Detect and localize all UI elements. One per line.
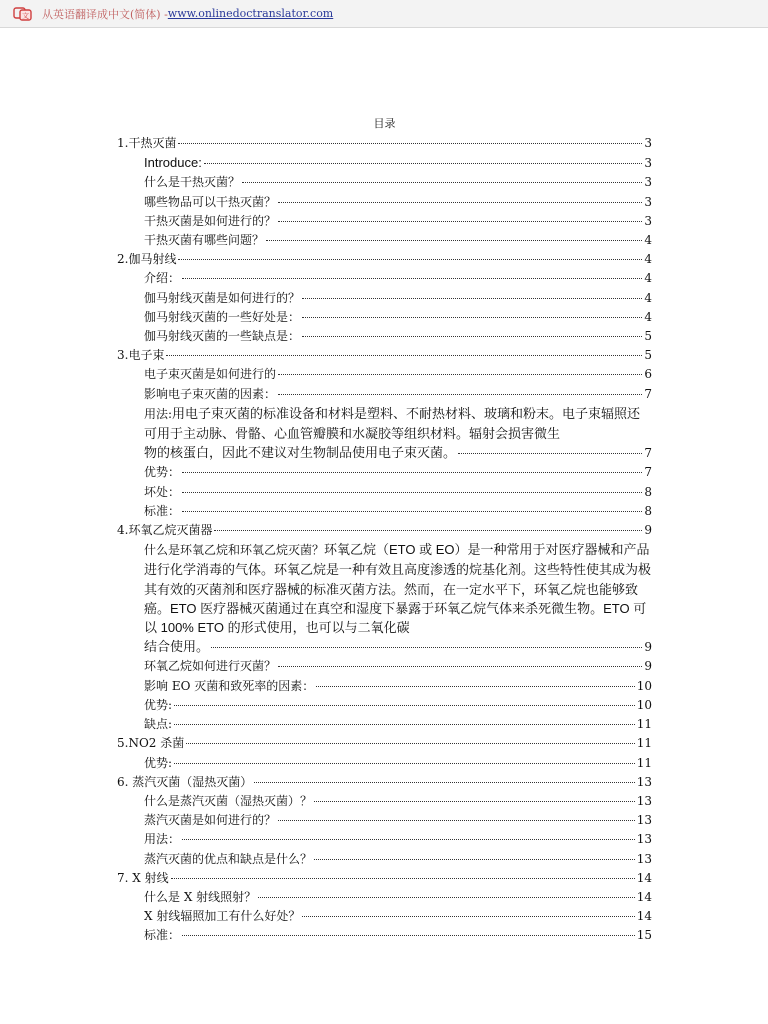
toc-entry-label: 3.电子束 — [117, 348, 165, 363]
toc-entry-label: 6. 蒸汽灭菌（湿热灭菌） — [117, 774, 253, 789]
toc-page-number: 3 — [644, 213, 652, 228]
toc-entry-chapter[interactable] — [117, 134, 652, 153]
toc-entry-label: 伽马射线灭菌是如何进行的？ — [144, 290, 301, 305]
toc-entry[interactable] — [117, 153, 652, 173]
toc-entry[interactable] — [117, 289, 652, 308]
toc-entry-label: 蒸汽灭菌是如何进行的？ — [144, 813, 277, 828]
toc-entry-label: 什么是干热灭菌？ — [144, 175, 241, 190]
toc-leader — [182, 472, 642, 473]
toc-leader — [182, 839, 635, 840]
toc-entry-label: 优势： — [144, 465, 181, 480]
toc-entry[interactable] — [117, 754, 652, 773]
toc-entry-label: 优势: — [144, 755, 173, 770]
toc-entry[interactable] — [117, 907, 652, 926]
toc-page-number: 9 — [644, 640, 652, 655]
toc-page-number: 10 — [636, 697, 652, 712]
toc-page-number: 5 — [644, 348, 652, 363]
toc-entry[interactable] — [117, 327, 652, 346]
toc-entry-label: 哪些物品可以干热灭菌？ — [144, 194, 277, 209]
toc-entry[interactable] — [117, 385, 652, 404]
toc-entry-label: 蒸汽灭菌的优点和缺点是什么？ — [144, 851, 313, 866]
toc-entry[interactable] — [117, 308, 652, 327]
toc-entry[interactable] — [117, 715, 652, 734]
toc-page-number: 14 — [636, 909, 652, 924]
toc-entry[interactable] — [117, 365, 652, 384]
toc-leader — [182, 492, 642, 493]
toc-entry-chapter[interactable] — [117, 521, 652, 540]
toc-entry-lastline: 物的核蛋白，因此不建议对生物制品使用电子束灭菌。 — [144, 445, 457, 461]
toc-leader — [178, 143, 642, 144]
toc-entry-label: 用法： — [144, 832, 181, 847]
toc-entry-chapter[interactable] — [117, 734, 652, 753]
toc-entry-label: 标准： — [144, 928, 181, 943]
toc-leader — [278, 394, 642, 395]
toc-page-number: 3 — [644, 194, 652, 209]
toc-page-number: 9 — [644, 523, 652, 538]
toc-entry-label: 5.NO2 杀菌 — [117, 736, 185, 751]
toc-entry[interactable] — [117, 792, 652, 811]
toc-leader — [214, 530, 642, 531]
toc-entry-label: 介绍： — [144, 271, 181, 286]
toc-entry-label: X 射线辐照加工有什么好处？ — [144, 909, 301, 924]
toc-entry[interactable] — [117, 269, 652, 288]
toc-page-number: 7 — [644, 386, 652, 401]
toc-page-number: 14 — [636, 870, 652, 885]
toc-leader — [182, 278, 642, 279]
toc-entry-label: 7. X 射线 — [117, 870, 169, 885]
toc-leader — [186, 743, 634, 744]
toc-entry[interactable] — [117, 231, 652, 250]
toc-entry-multiline[interactable] — [117, 540, 652, 657]
toc-entry-label: 坏处： — [144, 484, 181, 499]
toc-entry-label: 标准： — [144, 503, 181, 518]
toc-entry-label: 什么是 X 射线照射？ — [144, 889, 257, 904]
toc-entry-lead: 什么是环氧乙烷和环氧乙烷灭菌？ — [144, 543, 325, 558]
toc-entry[interactable] — [117, 677, 652, 696]
toc-entry-label: 环氧乙烷如何进行灭菌？ — [144, 659, 277, 674]
toc-entry-multiline[interactable] — [117, 404, 652, 464]
toc-page-number: 3 — [644, 136, 652, 150]
toc-leader — [278, 221, 642, 222]
toc-page-number: 8 — [644, 503, 652, 518]
toc-entry-lead: 用法: — [144, 406, 173, 421]
toc-entry-label: 干热灭菌是如何进行的？ — [144, 213, 277, 228]
toc-entry[interactable] — [117, 483, 652, 502]
toc-page-number: 4 — [644, 290, 652, 305]
toc-leader — [258, 897, 635, 898]
toc-entry-label: Introduce: — [144, 155, 202, 171]
toc-page-number: 13 — [636, 793, 652, 808]
toc-leader — [242, 182, 642, 183]
translator-logo-icon — [12, 6, 34, 22]
toc-entry-text — [144, 404, 652, 443]
toc-leader — [182, 511, 642, 512]
toc-page-number: 3 — [644, 156, 652, 171]
toc-leader — [166, 355, 642, 356]
toc-page-number: 4 — [644, 309, 652, 324]
toc-leader — [302, 336, 642, 337]
banner-link[interactable]: www.onlinedoctranslator.com — [167, 7, 334, 20]
toc-entry[interactable] — [117, 850, 652, 869]
toc-entry-chapter[interactable] — [117, 346, 652, 365]
toc-entry-label: 干热灭菌有哪些问题？ — [144, 233, 265, 248]
toc-leader — [174, 705, 635, 706]
toc-leader — [278, 374, 642, 375]
toc-page-number: 13 — [636, 774, 652, 789]
toc-leader — [314, 801, 635, 802]
toc-page-number: 4 — [644, 271, 652, 286]
toc-entry[interactable] — [117, 502, 652, 521]
toc-entry[interactable] — [117, 463, 652, 482]
toc-entry-chapter[interactable] — [117, 869, 652, 888]
toc-title: 目录 — [373, 117, 396, 130]
toc-page-number: 14 — [636, 889, 652, 904]
toc-leader — [174, 763, 635, 764]
toc-entry-label: 伽马射线灭菌的一些缺点是： — [144, 329, 301, 344]
toc-page-number: 11 — [636, 736, 652, 751]
toc-page-number: 11 — [636, 717, 652, 732]
toc-leader — [302, 916, 634, 917]
table-of-contents — [117, 114, 652, 946]
toc-entry-label: 影响电子束灭菌的因素： — [144, 386, 277, 401]
toc-page-number: 4 — [644, 233, 652, 248]
toc-entry-lastline: 结合使用。 — [144, 639, 210, 655]
toc-entry-label: 4.环氧乙烷灭菌器 — [117, 523, 213, 538]
toc-entry-label: 2.伽马射线 — [117, 252, 177, 267]
toc-page-number: 13 — [636, 832, 652, 847]
toc-leader — [266, 240, 642, 241]
toc-entry-label: 1.干热灭菌 — [117, 136, 177, 150]
toc-entry-label: 伽马射线灭菌的一些好处是： — [144, 309, 301, 324]
toc-page-number: 4 — [644, 252, 652, 267]
toc-entry-body: 环氧乙烷（ETO 或 EO）是一种常用于对医疗器械和产品进行化学消毒的气体。环氧乙烷是一种有效且高度渗透的烷基化剂。这些特性使其成为极其有效的灭菌剂和医疗器械的标准灭菌方法。然而，在一定水平下，环氧乙烷也能够致癌。ETO 医疗器械灭菌通过在真空和湿度下暴露于环氧乙烷气体来杀死微生物。ETO 可以 100% ETO 的形式使用，也可以与二氧化碳 — [144, 542, 652, 636]
toc-page-number: 11 — [636, 755, 652, 770]
toc-page-number: 6 — [644, 367, 652, 382]
toc-leader — [278, 820, 635, 821]
toc-page-number: 5 — [644, 329, 652, 344]
toc-entry[interactable] — [117, 193, 652, 212]
toc-leader — [302, 298, 642, 299]
toc-entry[interactable] — [117, 696, 652, 715]
banner-text: 从英语翻译成中文(简体) - — [42, 7, 168, 21]
toc-entry-chapter[interactable] — [117, 773, 652, 792]
toc-page-number: 13 — [636, 813, 652, 828]
toc-leader — [204, 163, 643, 164]
toc-page-number: 15 — [636, 928, 652, 943]
toc-leader — [178, 259, 642, 260]
toc-leader — [211, 647, 642, 648]
toc-page-number: 8 — [644, 484, 652, 499]
toc-page-number: 3 — [644, 175, 652, 190]
toc-leader — [302, 317, 642, 318]
toc-page-number: 10 — [636, 678, 652, 693]
toc-entry[interactable] — [117, 657, 652, 676]
svg-text:文: 文 — [22, 12, 29, 20]
toc-entry-label: 电子束灭菌是如何进行的 — [144, 367, 277, 382]
toc-entry-chapter[interactable] — [117, 250, 652, 269]
toc-entry[interactable] — [117, 926, 652, 945]
toc-entry-text — [144, 540, 652, 637]
toc-leader — [254, 782, 634, 783]
toc-entry[interactable] — [117, 811, 652, 830]
toc-page-number: 7 — [644, 446, 652, 461]
toc-entry[interactable] — [117, 888, 652, 907]
translator-banner — [0, 0, 768, 28]
toc-leader — [278, 666, 642, 667]
toc-entry[interactable] — [117, 173, 652, 192]
toc-leader — [174, 724, 635, 725]
toc-entry-label: 缺点: — [144, 717, 173, 732]
toc-entry-label: 什么是蒸汽灭菌（湿热灭菌）？ — [144, 793, 313, 808]
toc-leader — [458, 453, 642, 454]
toc-entry-body: 用电子束灭菌的标准设备和材料是塑料、不耐热材料、玻璃和粉末。电子束辐照还可用于主动脉、骨骼、心血管瓣膜和水凝胶等组织材料。辐射会损害微生 — [144, 405, 641, 442]
toc-page-number: 9 — [644, 659, 652, 674]
toc-entry[interactable] — [117, 830, 652, 849]
toc-page-number: 7 — [644, 465, 652, 480]
toc-leader — [278, 202, 642, 203]
toc-leader — [171, 878, 635, 879]
toc-entry[interactable] — [117, 212, 652, 231]
toc-entry-label: 优势: — [144, 697, 173, 712]
toc-entry-label: 影响 EO 灭菌和致死率的因素： — [144, 678, 315, 693]
toc-leader — [314, 859, 635, 860]
toc-leader — [316, 686, 634, 687]
toc-page-number: 13 — [636, 851, 652, 866]
toc-leader — [182, 935, 635, 936]
